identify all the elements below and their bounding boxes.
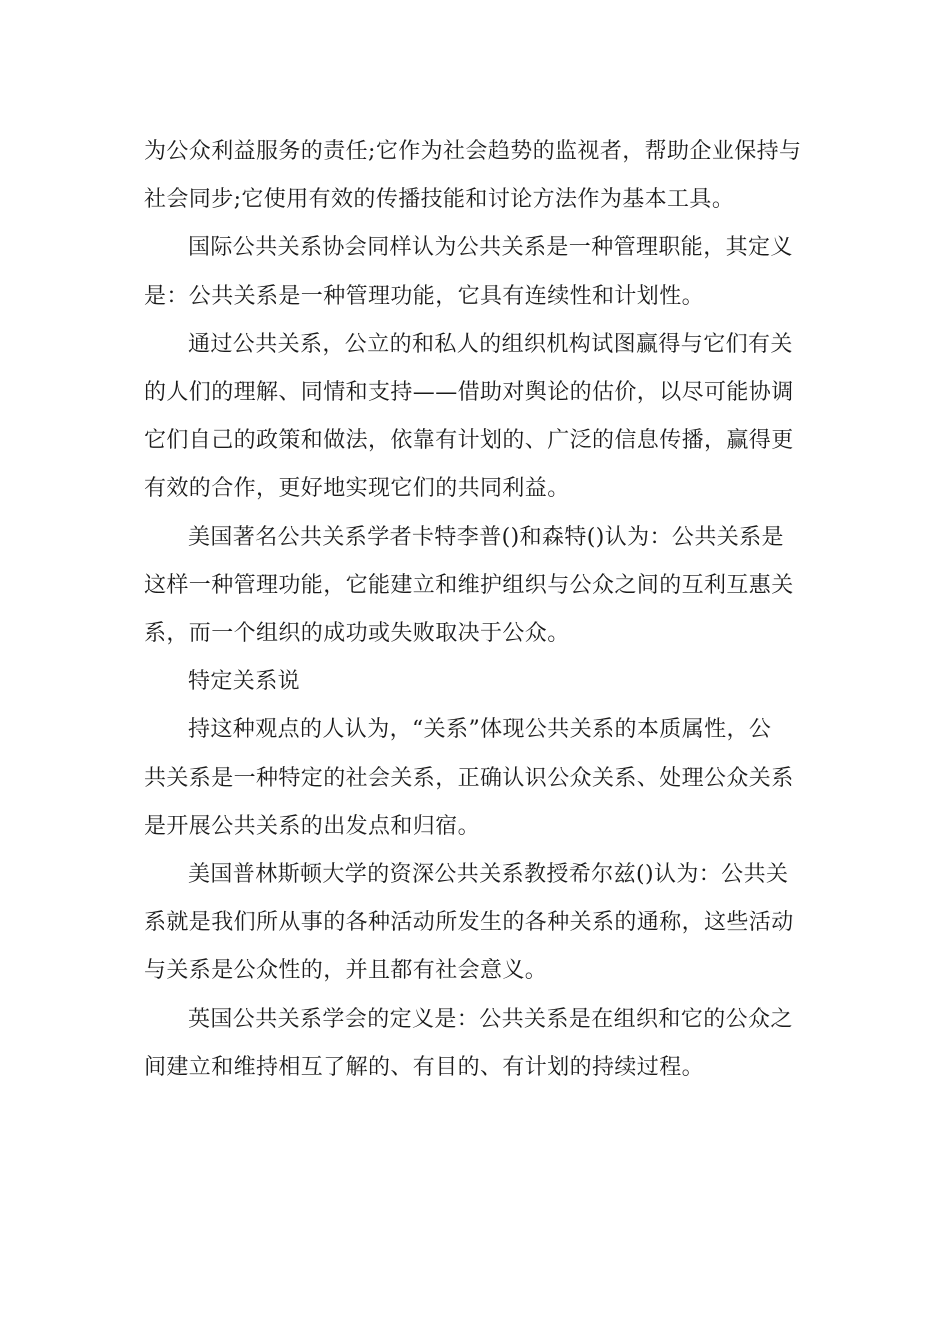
text-line: 通过公共关系，公立的和私人的组织机构试图赢得与它们有关 xyxy=(188,331,793,357)
text-line: 美国普林斯顿大学的资深公共关系教授希尔兹()认为：公共关 xyxy=(188,862,789,888)
text-line: 社会同步;它使用有效的传播技能和讨论方法作为基本工具。 xyxy=(144,187,735,213)
text-line: 的人们的理解、同情和支持——借助对舆论的估价，以尽可能协调 xyxy=(144,380,794,406)
paragraph-public-relations-goal xyxy=(144,321,812,514)
text-line: 这样一种管理功能，它能建立和维护组织与公众之间的互利互惠关 xyxy=(144,572,794,598)
text-line: 间建立和维持相互了解的、有目的、有计划的持续过程。 xyxy=(144,1054,705,1080)
text-line: 与关系是公众性的，并且都有社会意义。 xyxy=(144,958,548,984)
section-heading-specific-relation xyxy=(144,658,812,706)
text-line: 共关系是一种特定的社会关系，正确认识公众关系、处理公众关系 xyxy=(144,765,794,791)
text-line: 美国著名公共关系学者卡特李普()和森特()认为：公共关系是 xyxy=(188,524,784,550)
text-line: 持这种观点的人认为，“关系”体现公共关系的本质属性，公 xyxy=(188,717,772,743)
document-body xyxy=(144,128,812,1092)
paragraph-relation-view xyxy=(144,706,812,851)
paragraph-princeton-childs xyxy=(144,851,812,996)
text-line: 为公众利益服务的责任;它作为社会趋势的监视者，帮助企业保持与 xyxy=(144,139,802,164)
text-line: 英国公共关系学会的定义是：公共关系是在组织和它的公众之 xyxy=(188,1006,793,1032)
paragraph-cutlip-center xyxy=(144,514,812,659)
text-line: 是开展公共关系的出发点和归宿。 xyxy=(144,813,481,839)
text-line: 特定关系说 xyxy=(188,669,301,695)
text-line: 是：公共关系是一种管理功能，它具有连续性和计划性。 xyxy=(144,283,705,309)
text-line: 系，而一个组织的成功或失败取决于公众。 xyxy=(144,621,570,647)
paragraph-continuation xyxy=(144,128,812,224)
text-line: 它们自己的政策和做法，依靠有计划的、广泛的信息传播，赢得更 xyxy=(144,428,794,454)
paragraph-ipr-uk-definition xyxy=(144,996,812,1092)
text-line: 有效的合作，更好地实现它们的共同利益。 xyxy=(144,476,570,502)
text-line: 系就是我们所从事的各种活动所发生的各种关系的通称，这些活动 xyxy=(144,910,794,936)
text-line: 国际公共关系协会同样认为公共关系是一种管理职能，其定义 xyxy=(188,235,793,261)
paragraph-iprа-definition xyxy=(144,224,812,320)
